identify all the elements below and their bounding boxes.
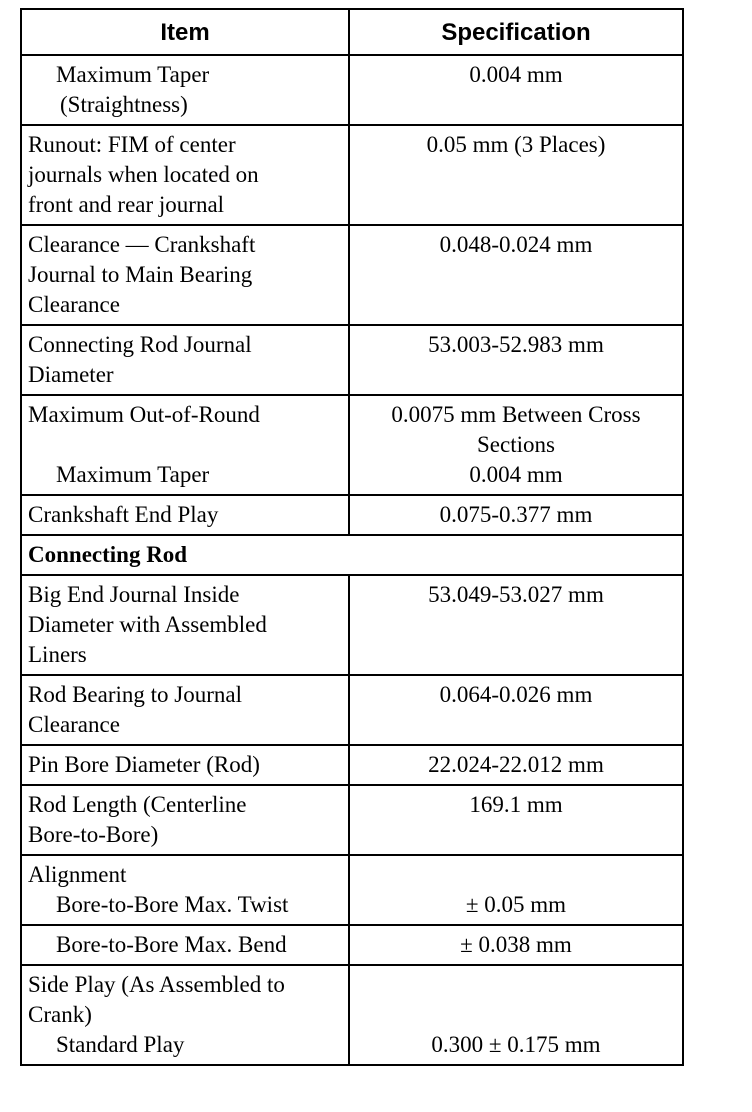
value-cell: 0.075-0.377 mm bbox=[349, 495, 683, 535]
item-text: Bore-to-Bore) bbox=[28, 822, 159, 847]
table-row bbox=[21, 785, 683, 855]
value-cell: 169.1 mm bbox=[349, 785, 683, 855]
header-item: Item bbox=[21, 9, 349, 55]
item-cell bbox=[21, 675, 349, 745]
table-row bbox=[21, 745, 683, 785]
spacer bbox=[28, 430, 342, 460]
item-text: Crank) bbox=[28, 1002, 92, 1027]
item-text: front and rear journal bbox=[28, 192, 225, 217]
value-cell: 0.05 mm (3 Places) bbox=[349, 125, 683, 225]
value-cell: 0.004 mm bbox=[349, 55, 683, 125]
header-row bbox=[21, 9, 683, 55]
table-row bbox=[21, 395, 683, 495]
item-cell bbox=[21, 325, 349, 395]
section-row bbox=[21, 535, 683, 575]
item-text: Connecting Rod Journal bbox=[28, 332, 252, 357]
spec-table bbox=[20, 8, 684, 1066]
table-row bbox=[21, 225, 683, 325]
item-cell bbox=[21, 785, 349, 855]
item-text: Side Play (As Assembled to bbox=[28, 972, 285, 997]
item-text: Alignment bbox=[28, 862, 127, 887]
value-text: Sections bbox=[477, 432, 555, 457]
spacer bbox=[356, 970, 676, 1000]
item-text: Rod Bearing to Journal bbox=[28, 682, 242, 707]
value-cell: 22.024-22.012 mm bbox=[349, 745, 683, 785]
item-cell bbox=[21, 55, 349, 125]
item-text: Big End Journal Inside bbox=[28, 582, 240, 607]
table-row bbox=[21, 325, 683, 395]
value-cell: 0.064-0.026 mm bbox=[349, 675, 683, 745]
value-cell bbox=[349, 855, 683, 925]
item-text: Runout: FIM of center bbox=[28, 132, 236, 157]
table-row bbox=[21, 965, 683, 1065]
table-row bbox=[21, 495, 683, 535]
item-text: Clearance bbox=[28, 292, 120, 317]
item-text: Clearance bbox=[28, 712, 120, 737]
spacer bbox=[356, 860, 676, 890]
value-text: ± 0.05 mm bbox=[465, 892, 567, 917]
item-text: Standard Play bbox=[56, 1032, 185, 1057]
item-cell bbox=[21, 225, 349, 325]
item-text: Maximum Taper bbox=[56, 62, 210, 87]
item-cell bbox=[21, 925, 349, 965]
item-text: Liners bbox=[28, 642, 87, 667]
item-text: Maximum Out-of-Round bbox=[28, 402, 260, 427]
value-cell bbox=[349, 395, 683, 495]
value-cell: 53.049-53.027 mm bbox=[349, 575, 683, 675]
item-cell bbox=[21, 965, 349, 1065]
value-cell bbox=[349, 965, 683, 1065]
item-cell bbox=[21, 125, 349, 225]
value-cell: ± 0.038 mm bbox=[349, 925, 683, 965]
item-cell bbox=[21, 855, 349, 925]
header-specification: Specification bbox=[349, 9, 683, 55]
item-text: Bore-to-Bore Max. Bend bbox=[56, 932, 287, 957]
item-text: Diameter with Assembled bbox=[28, 612, 267, 637]
table-row bbox=[21, 55, 683, 125]
value-cell: 53.003-52.983 mm bbox=[349, 325, 683, 395]
item-cell: Crankshaft End Play bbox=[21, 495, 349, 535]
table-row bbox=[21, 575, 683, 675]
item-cell bbox=[21, 395, 349, 495]
item-cell bbox=[21, 575, 349, 675]
section-title: Connecting Rod bbox=[21, 535, 683, 575]
item-text: Rod Length (Centerline bbox=[28, 792, 247, 817]
spacer bbox=[356, 1000, 676, 1030]
item-text: Bore-to-Bore Max. Twist bbox=[56, 892, 289, 917]
item-text: Journal to Main Bearing bbox=[28, 262, 253, 287]
table-row bbox=[21, 925, 683, 965]
item-text: Diameter bbox=[28, 362, 114, 387]
value-cell: 0.048-0.024 mm bbox=[349, 225, 683, 325]
item-text: Maximum Taper bbox=[56, 462, 210, 487]
table-row bbox=[21, 125, 683, 225]
value-text: 0.0075 mm Between Cross bbox=[391, 402, 641, 427]
value-text: 0.004 mm bbox=[469, 462, 563, 487]
table-row bbox=[21, 675, 683, 745]
table-row bbox=[21, 855, 683, 925]
item-cell: Pin Bore Diameter (Rod) bbox=[21, 745, 349, 785]
value-text: 0.300 ± 0.175 mm bbox=[431, 1032, 601, 1057]
item-text: Clearance — Crankshaft bbox=[28, 232, 256, 257]
item-text: (Straightness) bbox=[60, 92, 188, 117]
item-text: journals when located on bbox=[28, 162, 259, 187]
